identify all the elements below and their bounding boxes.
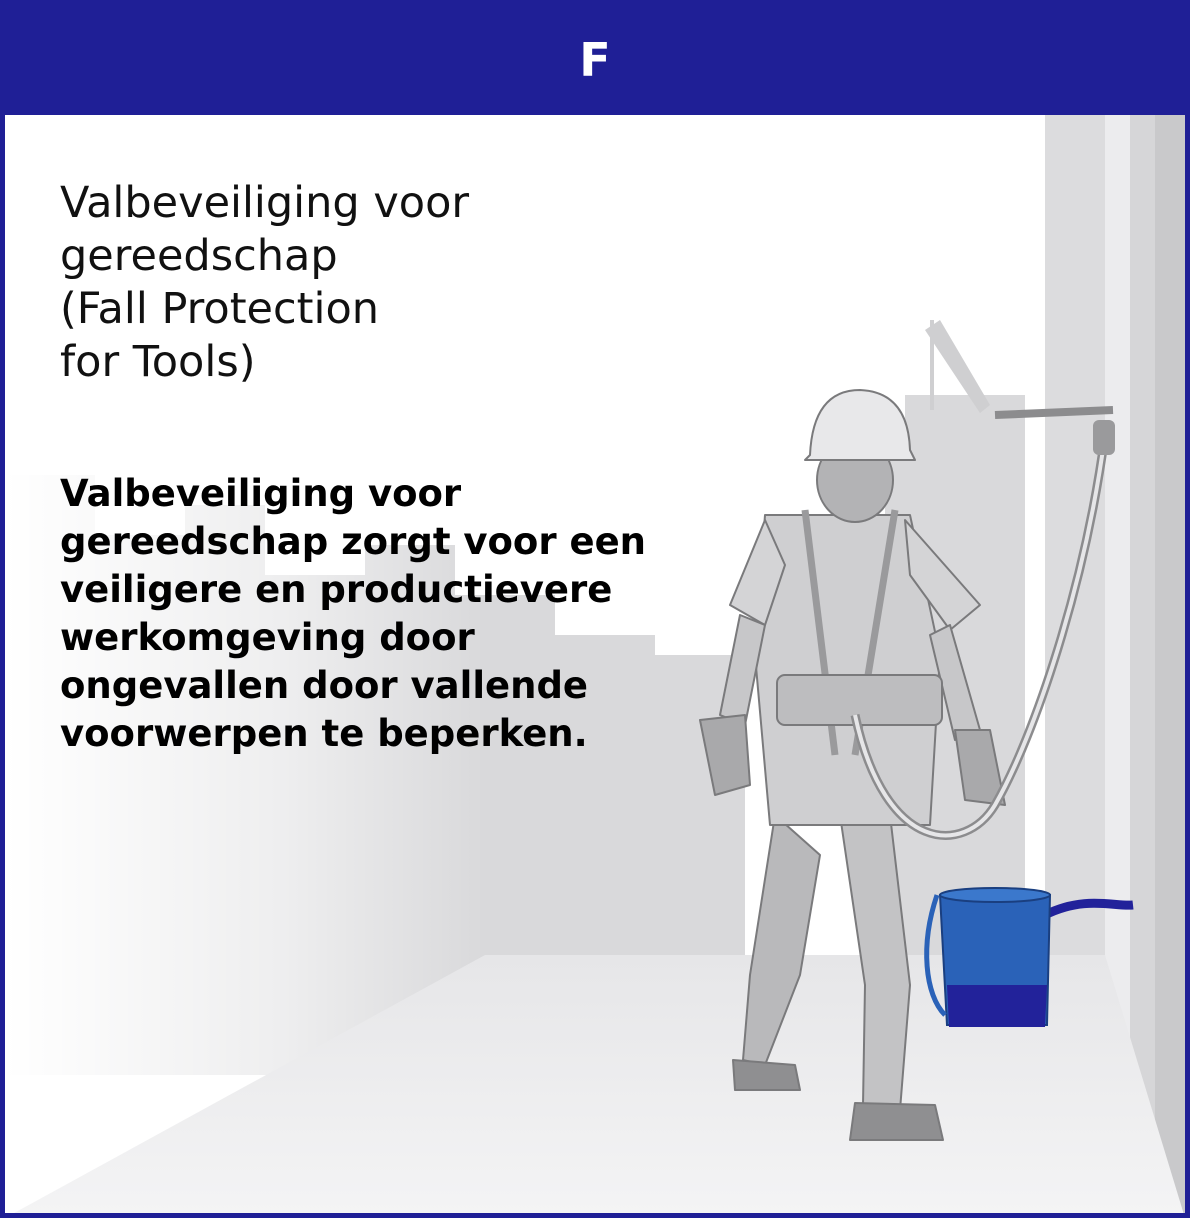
description-line: ongevallen door vallende (60, 664, 589, 707)
description-line: veiligere en productievere (60, 568, 613, 611)
title (60, 177, 580, 389)
title-line: for Tools) (60, 337, 256, 387)
title-line: gereedschap (60, 231, 338, 281)
description-line: gereedschap zorgt voor een (60, 520, 647, 563)
title-line: Valbeveiliging voor (60, 178, 470, 228)
description-line: Valbeveiliging voor (60, 472, 462, 515)
description-line: voorwerpen te beperken. (60, 712, 588, 755)
title-line: (Fall Protection (60, 284, 380, 334)
description-line: werkomgeving door (60, 616, 475, 659)
section-letter: F (579, 33, 611, 87)
description (60, 470, 700, 758)
header-bar (5, 5, 1185, 115)
